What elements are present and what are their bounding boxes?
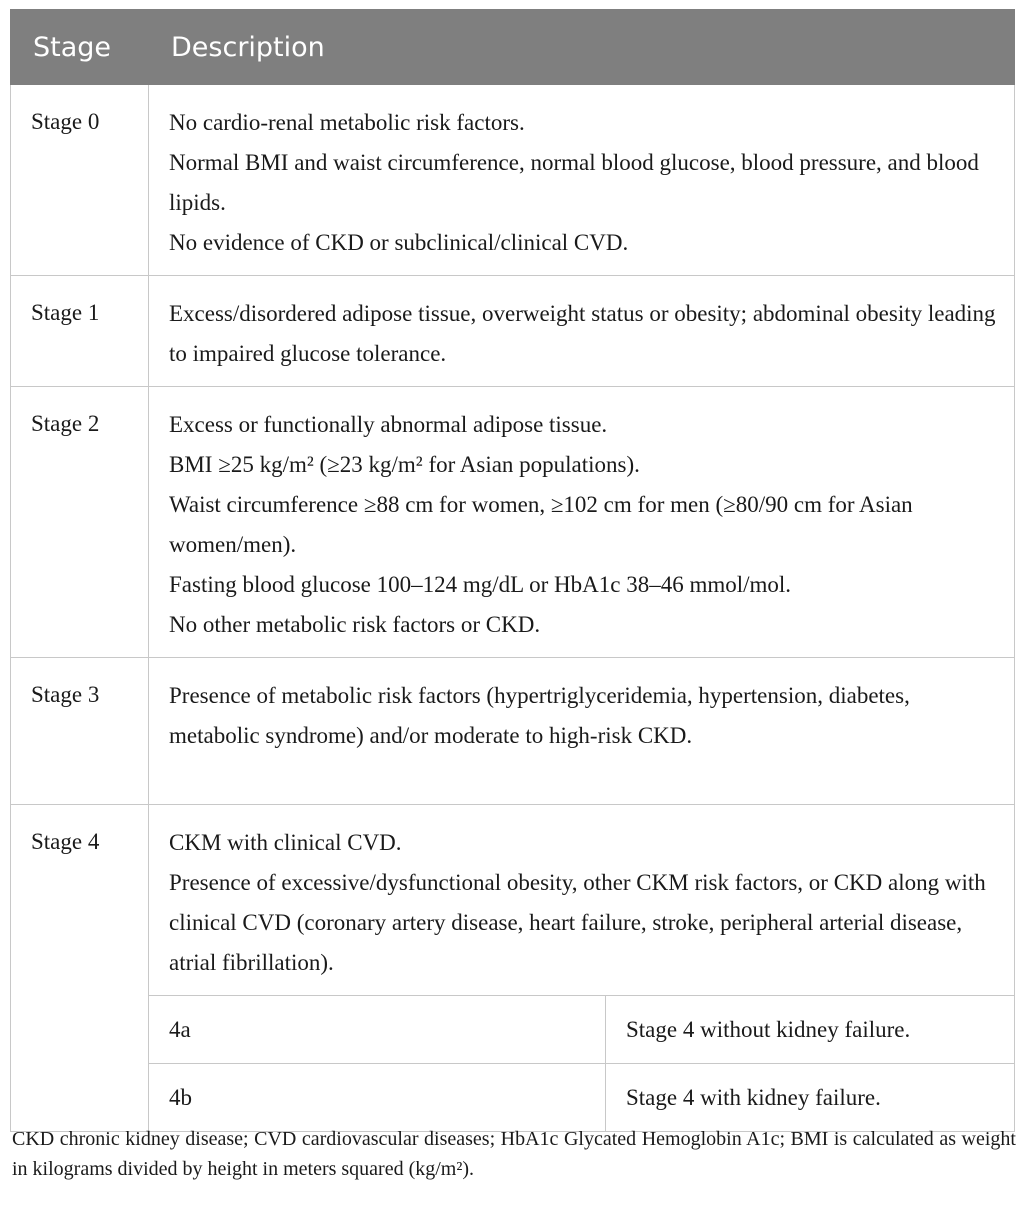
description-line: Normal BMI and waist circumference, normal blood glucose, blood pressure, and blood lipids. [169, 150, 979, 215]
substage-description: Stage 4 without kidney failure. [606, 996, 1015, 1064]
substage-label: 4b [149, 1064, 606, 1132]
stage-description [149, 387, 1015, 658]
table-row [11, 658, 1015, 805]
stage-description [149, 276, 1015, 387]
description-line: Waist circumference ≥88 cm for women, ≥102 cm for men (≥80/90 cm for Asian women/men). [169, 492, 913, 557]
stage-description [149, 658, 1015, 805]
header-stage: Stage [11, 10, 149, 85]
description-line: Fasting blood glucose 100–124 mg/dL or HbA1c 38–46 mmol/mol. [169, 572, 792, 597]
description-line: Excess or functionally abnormal adipose tissue. [169, 412, 608, 437]
table-header-row [11, 10, 1015, 85]
stage-label: Stage 2 [11, 387, 149, 658]
description-line: Excess/disordered adipose tissue, overweight status or obesity; abdominal obesity leading to impaired glucose tolerance. [169, 301, 996, 366]
substage-row [11, 996, 1015, 1064]
stage-description [149, 85, 1015, 276]
description-line: CKM with clinical CVD. [169, 830, 402, 855]
table-row [11, 805, 1015, 996]
table-row [11, 387, 1015, 658]
table-row [11, 85, 1015, 276]
substage-label: 4a [149, 996, 606, 1064]
description-line: BMI ≥25 kg/m² (≥23 kg/m² for Asian populations). [169, 452, 640, 477]
header-description: Description [149, 10, 1015, 85]
description-line: No evidence of CKD or subclinical/clinical CVD. [169, 230, 629, 255]
stage-label: Stage 3 [11, 658, 149, 805]
substage-row [11, 1064, 1015, 1132]
description-line: No cardio-renal metabolic risk factors. [169, 110, 525, 135]
substage-description: Stage 4 with kidney failure. [606, 1064, 1015, 1132]
ckm-stage-table [10, 9, 1015, 1132]
stage-label: Stage 1 [11, 276, 149, 387]
description-line: No other metabolic risk factors or CKD. [169, 612, 541, 637]
stage-label: Stage 4 [11, 805, 149, 1132]
ckm-stage-table-container [10, 9, 1014, 1132]
table-footnote: CKD chronic kidney disease; CVD cardiovascular diseases; HbA1c Glycated Hemoglobin A1c; BMI is calculated as weight in kilograms divided by height in meters squared (kg/m²). [12, 1128, 1016, 1180]
table-row [11, 276, 1015, 387]
stage-label: Stage 0 [11, 85, 149, 276]
description-line: Presence of metabolic risk factors (hypertriglyceridemia, hypertension, diabetes, metabolic syndrome) and/or moderate to high-risk CKD. [169, 683, 910, 748]
description-line: Presence of excessive/dysfunctional obesity, other CKM risk factors, or CKD along with clinical CVD (coronary artery disease, heart failure, stroke, peripheral arterial disease, atrial fibrillation). [169, 870, 986, 975]
stage-description [149, 805, 1015, 996]
